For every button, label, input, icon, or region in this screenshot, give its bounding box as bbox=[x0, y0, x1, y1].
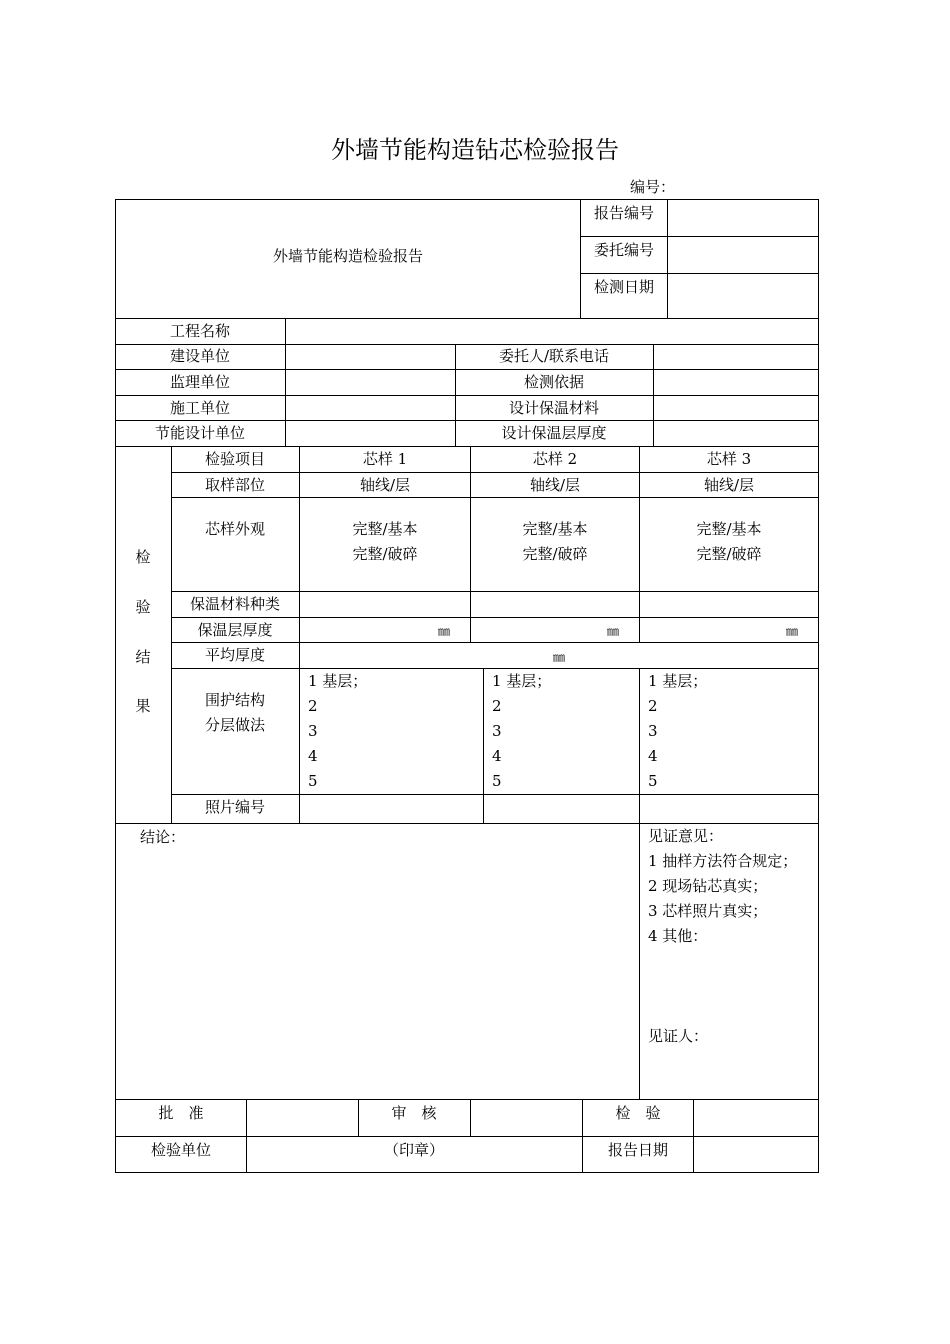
location-value: 轴线/层 bbox=[703, 476, 755, 494]
insulation-thickness-label: 设计保温层厚度 bbox=[501, 424, 607, 442]
location-value: 轴线/层 bbox=[529, 476, 581, 494]
appearance-label: 芯样外观 bbox=[204, 520, 266, 538]
client-contact-label: 委托人/联系电话 bbox=[498, 347, 610, 365]
layer-list-sample-1 bbox=[308, 669, 367, 794]
unit-mm: ㎜ bbox=[607, 624, 620, 638]
layer-item: 1 基层； bbox=[648, 672, 708, 690]
layer-list-sample-2 bbox=[492, 669, 551, 794]
layer-item: 5 bbox=[492, 772, 502, 790]
approve-label: 批 准 bbox=[158, 1104, 204, 1122]
layer-item: 1 基层； bbox=[492, 672, 552, 690]
constructor-label: 施工单位 bbox=[169, 399, 231, 417]
appearance-line: 完整/基本 bbox=[696, 520, 762, 538]
report-no-label: 报告编号 bbox=[593, 204, 655, 222]
layer-item: 5 bbox=[308, 772, 318, 790]
avg-thickness-label: 平均厚度 bbox=[204, 646, 266, 664]
location-value: 轴线/层 bbox=[359, 476, 411, 494]
inspect-label: 检 验 bbox=[615, 1104, 661, 1122]
layer-item: 2 bbox=[648, 697, 658, 715]
photo-no-label: 照片编号 bbox=[204, 798, 266, 816]
layer-item: 5 bbox=[648, 772, 658, 790]
item-label: 检验项目 bbox=[204, 450, 266, 468]
unit-mm: ㎜ bbox=[552, 650, 566, 664]
energy-design-label: 节能设计单位 bbox=[154, 424, 246, 442]
layer-item: 1 基层； bbox=[308, 672, 368, 690]
unit-mm: ㎜ bbox=[438, 624, 451, 638]
seal-label: （印章） bbox=[383, 1141, 445, 1159]
insulation-material-label: 设计保温材料 bbox=[508, 399, 600, 417]
unit-mm: ㎜ bbox=[786, 624, 799, 638]
witness-item: 2 现场钻芯真实； bbox=[648, 877, 768, 895]
builder-label: 建设单位 bbox=[169, 347, 231, 365]
structure-label: 围护结构 bbox=[204, 691, 266, 709]
witness-item: 3 芯样照片真实； bbox=[648, 902, 768, 920]
appearance-line: 完整/破碎 bbox=[352, 545, 418, 563]
sample-header: 芯样 1 bbox=[362, 450, 408, 468]
report-name: 外墙节能构造检验报告 bbox=[272, 247, 424, 265]
layer-item: 4 bbox=[492, 747, 502, 765]
conclusion-label: 结论： bbox=[140, 828, 186, 846]
inspection-unit-label: 检验单位 bbox=[150, 1141, 212, 1159]
sample-header: 芯样 2 bbox=[532, 450, 578, 468]
appearance-line: 完整/破碎 bbox=[696, 545, 762, 563]
layer-item: 4 bbox=[308, 747, 318, 765]
witness-item: 4 其他： bbox=[648, 927, 708, 945]
review-label: 审 核 bbox=[391, 1104, 437, 1122]
witness-opinion bbox=[648, 824, 797, 949]
structure-label: 分层做法 bbox=[204, 716, 266, 734]
commission-no-label: 委托编号 bbox=[593, 241, 655, 259]
layer-thickness-label: 保温层厚度 bbox=[197, 621, 273, 639]
document-title: 外墙节能构造钻芯检验报告 bbox=[331, 136, 619, 164]
layer-item: 3 bbox=[648, 722, 658, 740]
witness-item: 1 抽样方法符合规定； bbox=[648, 852, 798, 870]
layer-item: 2 bbox=[492, 697, 502, 715]
supervisor-label: 监理单位 bbox=[169, 373, 231, 391]
serial-number-label: 编号： bbox=[630, 178, 676, 196]
side-label-char: 验 bbox=[135, 598, 151, 616]
sample-header: 芯样 3 bbox=[706, 450, 752, 468]
appearance-line: 完整/破碎 bbox=[522, 545, 588, 563]
side-label-char: 果 bbox=[135, 697, 151, 715]
layer-item: 3 bbox=[492, 722, 502, 740]
location-label: 取样部位 bbox=[204, 476, 266, 494]
witness-title: 见证意见： bbox=[648, 827, 724, 845]
layer-list-sample-3 bbox=[648, 669, 707, 794]
side-label-char: 检 bbox=[135, 548, 151, 566]
layer-item: 2 bbox=[308, 697, 318, 715]
material-type-label: 保温材料种类 bbox=[189, 595, 281, 613]
side-label-char: 结 bbox=[135, 648, 151, 666]
project-name-label: 工程名称 bbox=[169, 322, 231, 340]
report-date-label: 报告日期 bbox=[607, 1141, 669, 1159]
appearance-line: 完整/基本 bbox=[352, 520, 418, 538]
layer-item: 4 bbox=[648, 747, 658, 765]
appearance-line: 完整/基本 bbox=[522, 520, 588, 538]
layer-item: 3 bbox=[308, 722, 318, 740]
test-basis-label: 检测依据 bbox=[523, 373, 585, 391]
witness-person-label: 见证人： bbox=[648, 1027, 709, 1045]
test-date-label: 检测日期 bbox=[593, 278, 655, 296]
